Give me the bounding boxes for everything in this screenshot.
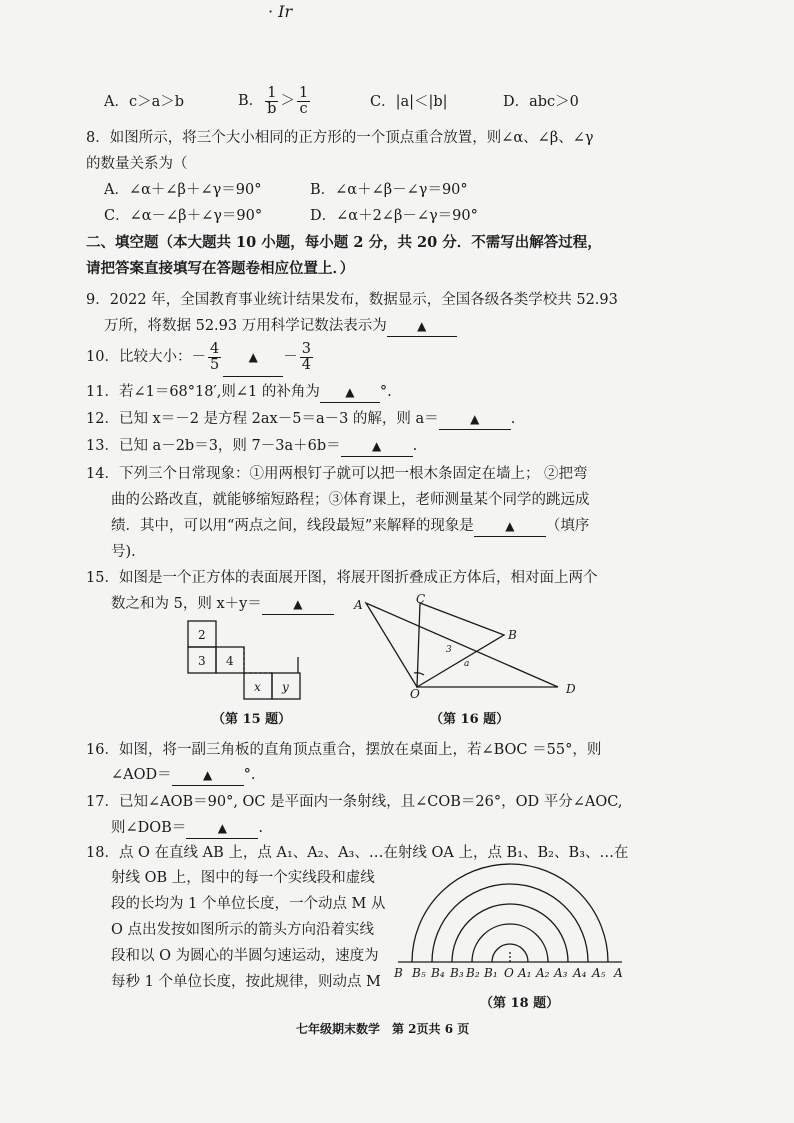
q16-line-1: 16．如图，将一副三角板的直角顶点重合，摆放在桌面上，若∠BOC ＝55°，则 xyxy=(86,742,602,758)
q7-option-a: A．c＞a＞b xyxy=(104,94,185,110)
q7-b-fraction-2: $\frac{1}{c}$ xyxy=(298,84,309,117)
q8-line-2: 的数量关系为（ xyxy=(86,156,188,172)
q9-line-1: 9．2022 年，全国教育事业统计结果发布，数据显示，全国各级各类学校共 52.93 xyxy=(86,292,618,308)
q18-semicircles-figure xyxy=(390,860,630,985)
point-label-c: C xyxy=(416,592,426,606)
q7-option-c: C．|a|＜|b| xyxy=(370,94,448,110)
q15-answer-blank xyxy=(262,594,334,615)
q12-answer-blank xyxy=(439,409,511,430)
axis-label: O xyxy=(504,966,514,980)
q16-triangles-figure xyxy=(352,592,582,701)
answer-triangle-icon: ▲ xyxy=(417,319,427,333)
q18-line-6: 每秒 1 个单位长度，按此规律，则动点 M xyxy=(111,974,381,990)
q17-line-2: 则∠DOB＝ ▲ . xyxy=(111,818,263,839)
axis-label: A₃ xyxy=(554,966,568,980)
answer-triangle-icon: ▲ xyxy=(372,439,382,453)
q8-option-c: C．∠α－∠β＋∠γ＝90° xyxy=(104,208,263,224)
answer-triangle-icon: ▲ xyxy=(470,412,480,426)
answer-triangle-icon: ▲ xyxy=(293,597,303,611)
q13-answer-blank xyxy=(341,436,413,457)
answer-triangle-icon: ▲ xyxy=(217,821,227,835)
answer-triangle-icon: ▲ xyxy=(345,385,355,399)
q15-line-1: 15．如图是一个正方体的表面展开图，将展开图折叠成正方体后，相对面上两个 xyxy=(86,570,598,586)
q7-option-d: D．abc＞0 xyxy=(503,94,579,110)
axis-label: A₅ xyxy=(592,966,606,980)
q18-line-4: O 点出发按如图所示的箭头方向沿着实线 xyxy=(111,922,374,938)
q13-line: 13．已知 a－2b＝3，则 7－3a＋6b＝ ▲ . xyxy=(86,436,417,457)
q18-line-5: 段和以 O 为圆心的半圆匀速运动，速度为 xyxy=(111,948,379,964)
q17-line-1: 17．已知∠AOB＝90°, OC 是平面内一条射线，且∠COB＝26°，OD 平分∠AOC, xyxy=(86,794,623,810)
angle-mark-a: a xyxy=(464,659,470,669)
point-label-o: O xyxy=(410,687,420,701)
q16-line-2: ∠AOD＝ ▲ °. xyxy=(111,765,256,786)
axis-label: B₃ xyxy=(450,966,464,980)
answer-triangle-icon: ▲ xyxy=(248,350,258,364)
net-label: y xyxy=(282,680,289,694)
axis-label: B₄ xyxy=(431,966,445,980)
triangle-aod xyxy=(366,603,558,687)
answer-triangle-icon: ▲ xyxy=(505,519,515,533)
q8-line-1: 8．如图所示，将三个大小相同的正方形的一个顶点重合放置，则∠α、∠β、∠γ xyxy=(86,130,594,146)
q11-line: 11．若∠1＝68°18′,则∠1 的补角为 ▲ °. xyxy=(86,382,392,403)
net-label: x xyxy=(254,680,261,694)
q9-line-2: 万所，将数据 52.93 万用科学记数法表示为 ▲ xyxy=(104,316,457,337)
page-footer: 七年级期末数学 第 2页共 6 页 xyxy=(296,1022,470,1036)
q16-answer-blank xyxy=(172,765,244,786)
q10-line: 10．比较大小：－ $\frac{4}{5}$ ▲ － $\frac{3}{4}$ xyxy=(86,338,315,377)
axis-label: A₂ xyxy=(536,966,550,980)
q8-option-a: A．∠α＋∠β＋∠γ＝90° xyxy=(104,182,262,198)
q14-answer-blank xyxy=(474,516,546,537)
axis-label: A xyxy=(614,966,623,980)
q10-answer-blank xyxy=(223,338,283,377)
q7-option-b: B． $\frac{1}{b}$ ＞ $\frac{1}{c}$ xyxy=(238,84,309,117)
q14-line-4: 号). xyxy=(111,544,136,560)
q14-line-1: 14．下列三个日常现象：①用两根钉子就可以把一根木条固定在墙上； ②把弯 xyxy=(86,466,588,482)
q15-cube-net-figure xyxy=(180,615,320,705)
point-label-d: D xyxy=(566,682,576,696)
q17-answer-blank xyxy=(186,818,258,839)
q12-line: 12．已知 x＝－2 是方程 2ax－5＝a－3 的解，则 a＝ ▲ . xyxy=(86,409,515,430)
point-label-a: A xyxy=(354,598,363,612)
q15-line-2: 数之和为 5，则 x＋y＝ ▲ xyxy=(111,594,334,615)
axis-label: B₅ xyxy=(412,966,426,980)
q14-line-2: 曲的公路改直，就能够缩短路程；③体育课上，老师测量某个同学的跳远成 xyxy=(111,492,590,508)
semicircle-5 xyxy=(412,864,608,962)
angle-mark-3: 3 xyxy=(446,645,452,655)
point-label-b: B xyxy=(508,628,517,642)
q8-option-b: B．∠α＋∠β－∠γ＝90° xyxy=(310,182,468,198)
axis-label: A₁ xyxy=(518,966,532,980)
axis-label: A₄ xyxy=(573,966,587,980)
q7-b-fraction-1: $\frac{1}{b}$ xyxy=(267,84,277,117)
q18-line-3: 段的长均为 1 个单位长度，一个动点 M 从 xyxy=(111,896,386,912)
axis-label: B₁ xyxy=(484,966,498,980)
net-label: 2 xyxy=(198,628,206,642)
section-2-title-line-1: 二、填空题（本大题共 10 小题，每小题 2 分，共 20 分．不需写出解答过程， xyxy=(86,234,602,251)
header-scribble: · Ir xyxy=(268,2,293,21)
q16-caption: （第 16 题） xyxy=(430,712,510,727)
q11-answer-blank xyxy=(320,382,380,403)
answer-triangle-icon: ▲ xyxy=(203,768,213,782)
q18-caption: （第 18 题） xyxy=(480,996,560,1011)
net-label: 4 xyxy=(226,654,234,668)
q14-line-3: 绩．其中，可以用“两点之间，线段最短”来解释的现象是 ▲ （填序 xyxy=(111,516,589,537)
q9-answer-blank xyxy=(387,316,457,337)
net-label: 3 xyxy=(198,654,206,668)
section-2-title-line-2: 请把答案直接填写在答题卷相应位置上．） xyxy=(86,260,355,277)
q18-line-2: 射线 OB 上，图中的每一个实线段和虚线 xyxy=(111,870,375,886)
q18-line-1: 18．点 O 在直线 AB 上，点 A₁、A₂、A₃、…在射线 OA 上，点 B₁、B₂、B₃、…在 xyxy=(86,845,629,861)
axis-label: B₂ xyxy=(466,966,480,980)
right-angle-arc xyxy=(414,673,424,675)
q8-option-d: D．∠α＋2∠β－∠γ＝90° xyxy=(310,208,478,224)
q10-fraction-left: $\frac{4}{5}$ xyxy=(209,340,220,373)
q15-caption: （第 15 题） xyxy=(212,712,292,727)
q10-fraction-right: $\frac{3}{4}$ xyxy=(301,340,311,373)
semicircle-4 xyxy=(432,884,588,962)
axis-label: B xyxy=(394,966,403,980)
